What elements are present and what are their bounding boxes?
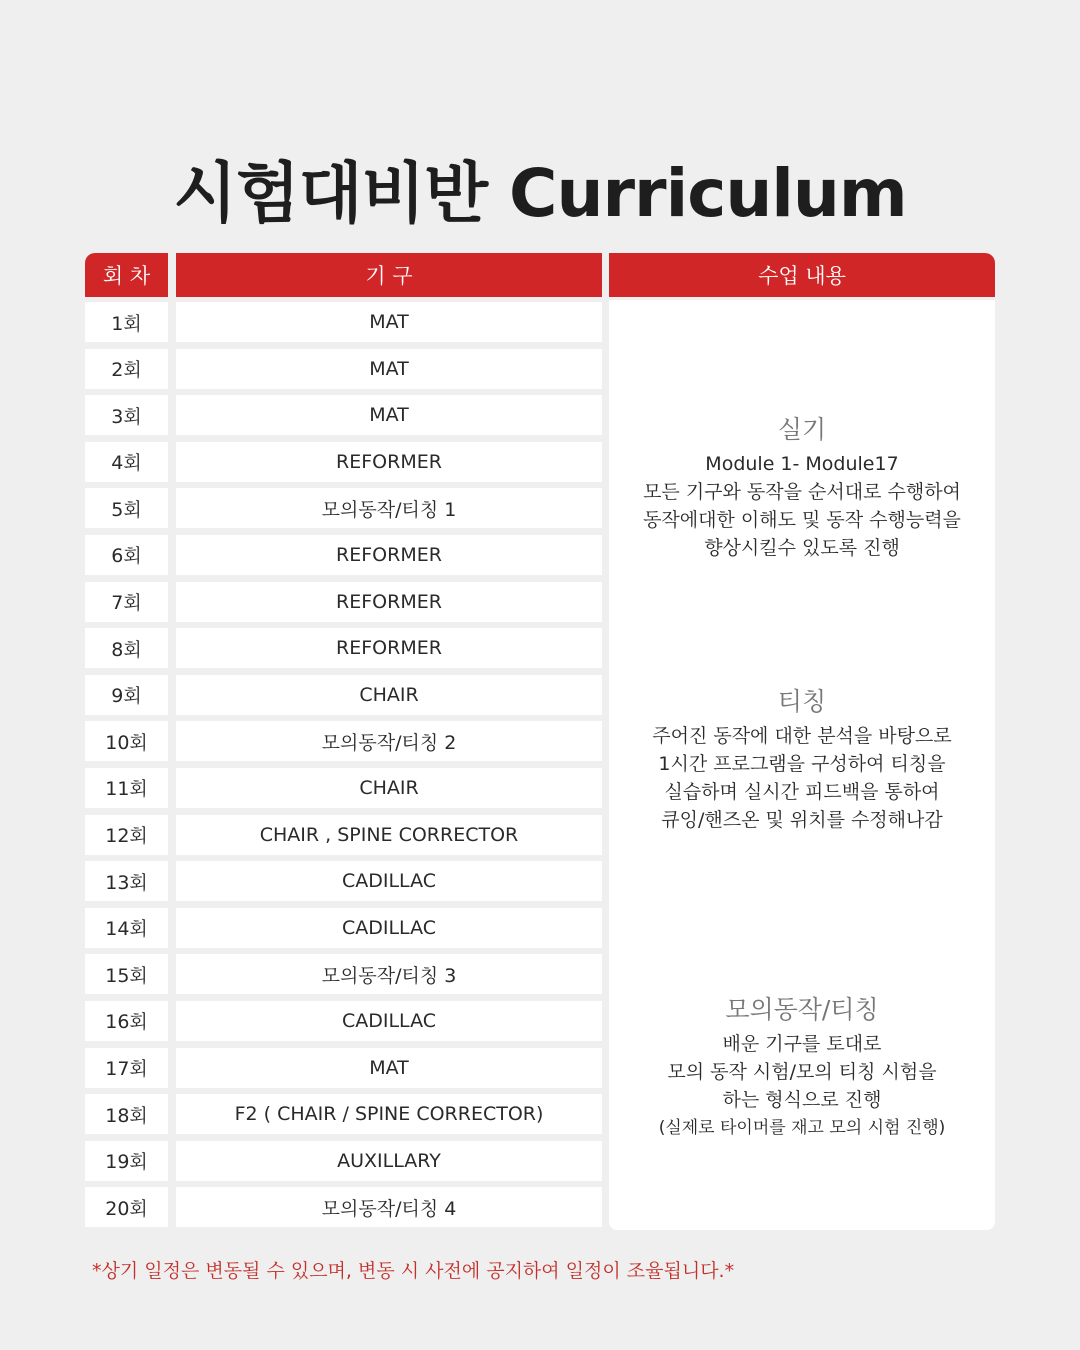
table-row (85, 1139, 602, 1186)
schedule-rows (85, 300, 602, 1232)
equipment-cell: CADILLAC (176, 1001, 602, 1041)
block-line: 향상시킬수 있도록 진행 (704, 537, 900, 559)
schedule-note: *상기 일정은 변동될 수 있으며, 변동 시 사전에 공지하여 일정이 조율됩니다.* (92, 1260, 735, 1282)
table-row (85, 766, 602, 813)
table-row (85, 1092, 602, 1139)
header-content: 수업 내용 (609, 253, 995, 297)
session-cell: 5회 (85, 488, 168, 528)
table-row (85, 486, 602, 533)
table-row (85, 393, 602, 440)
session-cell: 17회 (85, 1048, 168, 1088)
session-cell: 18회 (85, 1094, 168, 1134)
table-row (85, 300, 602, 347)
session-cell: 1회 (85, 302, 168, 342)
equipment-cell: 모의동작/티칭 3 (176, 954, 602, 994)
table-row (85, 1046, 602, 1093)
block-heading: 실기 (777, 415, 827, 444)
block-line: 1시간 프로그램을 구성하여 티칭을 (658, 753, 946, 775)
block-line: 배운 기구를 토대로 (722, 1033, 882, 1055)
session-cell: 4회 (85, 442, 168, 482)
session-cell: 12회 (85, 815, 168, 855)
table-row (85, 859, 602, 906)
session-cell: 19회 (85, 1141, 168, 1181)
block-line: Module 1- Module17 (705, 453, 899, 475)
equipment-cell: 모의동작/티칭 1 (176, 488, 602, 528)
equipment-cell: AUXILLARY (176, 1141, 602, 1181)
block-line: (실제로 타이머를 재고 모의 시험 진행) (658, 1118, 946, 1138)
equipment-cell: 모의동작/티칭 2 (176, 721, 602, 761)
content-block-practical (609, 410, 995, 562)
equipment-cell: CADILLAC (176, 861, 602, 901)
equipment-cell: MAT (176, 302, 602, 342)
block-heading: 티칭 (777, 687, 827, 716)
page-title: 시험대비반 Curriculum (173, 155, 907, 232)
session-cell: 10회 (85, 721, 168, 761)
session-cell: 11회 (85, 768, 168, 808)
equipment-cell: MAT (176, 1048, 602, 1088)
table-row (85, 440, 602, 487)
block-line: 모의 동작 시험/모의 티칭 시험을 (667, 1061, 937, 1083)
session-cell: 3회 (85, 395, 168, 435)
content-block-teaching (609, 682, 995, 834)
block-line: 실습하며 실시간 피드백을 통하여 (664, 781, 940, 803)
table-row (85, 952, 602, 999)
equipment-cell: CHAIR (176, 675, 602, 715)
content-panel (609, 300, 995, 1230)
block-line: 하는 형식으로 진행 (722, 1089, 882, 1111)
equipment-cell: CHAIR , SPINE CORRECTOR (176, 815, 602, 855)
session-cell: 20회 (85, 1187, 168, 1227)
block-line: 동작에대한 이해도 및 동작 수행능력을 (643, 509, 961, 531)
session-cell: 13회 (85, 861, 168, 901)
block-heading: 모의동작/티칭 (725, 995, 879, 1024)
equipment-cell: REFORMER (176, 628, 602, 668)
session-cell: 15회 (85, 954, 168, 994)
equipment-cell: 모의동작/티칭 4 (176, 1187, 602, 1227)
block-line: 주어진 동작에 대한 분석을 바탕으로 (652, 725, 952, 747)
block-line: 모든 기구와 동작을 순서대로 수행하여 (643, 481, 961, 503)
content-block-mock (609, 990, 995, 1142)
session-cell: 9회 (85, 675, 168, 715)
equipment-cell: F2 ( CHAIR / SPINE CORRECTOR) (176, 1094, 602, 1134)
equipment-cell: MAT (176, 395, 602, 435)
session-cell: 7회 (85, 582, 168, 622)
table-row (85, 347, 602, 394)
session-cell: 14회 (85, 908, 168, 948)
table-row (85, 626, 602, 673)
table-row (85, 999, 602, 1046)
block-line: 큐잉/핸즈온 및 위치를 수정해나감 (661, 809, 943, 831)
session-cell: 6회 (85, 535, 168, 575)
table-row (85, 673, 602, 720)
table-row (85, 719, 602, 766)
session-cell: 2회 (85, 349, 168, 389)
equipment-cell: REFORMER (176, 535, 602, 575)
table-row (85, 906, 602, 953)
equipment-cell: MAT (176, 349, 602, 389)
header-session: 회 차 (85, 253, 168, 297)
session-cell: 8회 (85, 628, 168, 668)
header-equipment: 기 구 (176, 253, 602, 297)
table-row (85, 580, 602, 627)
table-row (85, 533, 602, 580)
equipment-cell: CADILLAC (176, 908, 602, 948)
table-row (85, 813, 602, 860)
equipment-cell: CHAIR (176, 768, 602, 808)
equipment-cell: REFORMER (176, 582, 602, 622)
session-cell: 16회 (85, 1001, 168, 1041)
equipment-cell: REFORMER (176, 442, 602, 482)
table-row (85, 1185, 602, 1232)
